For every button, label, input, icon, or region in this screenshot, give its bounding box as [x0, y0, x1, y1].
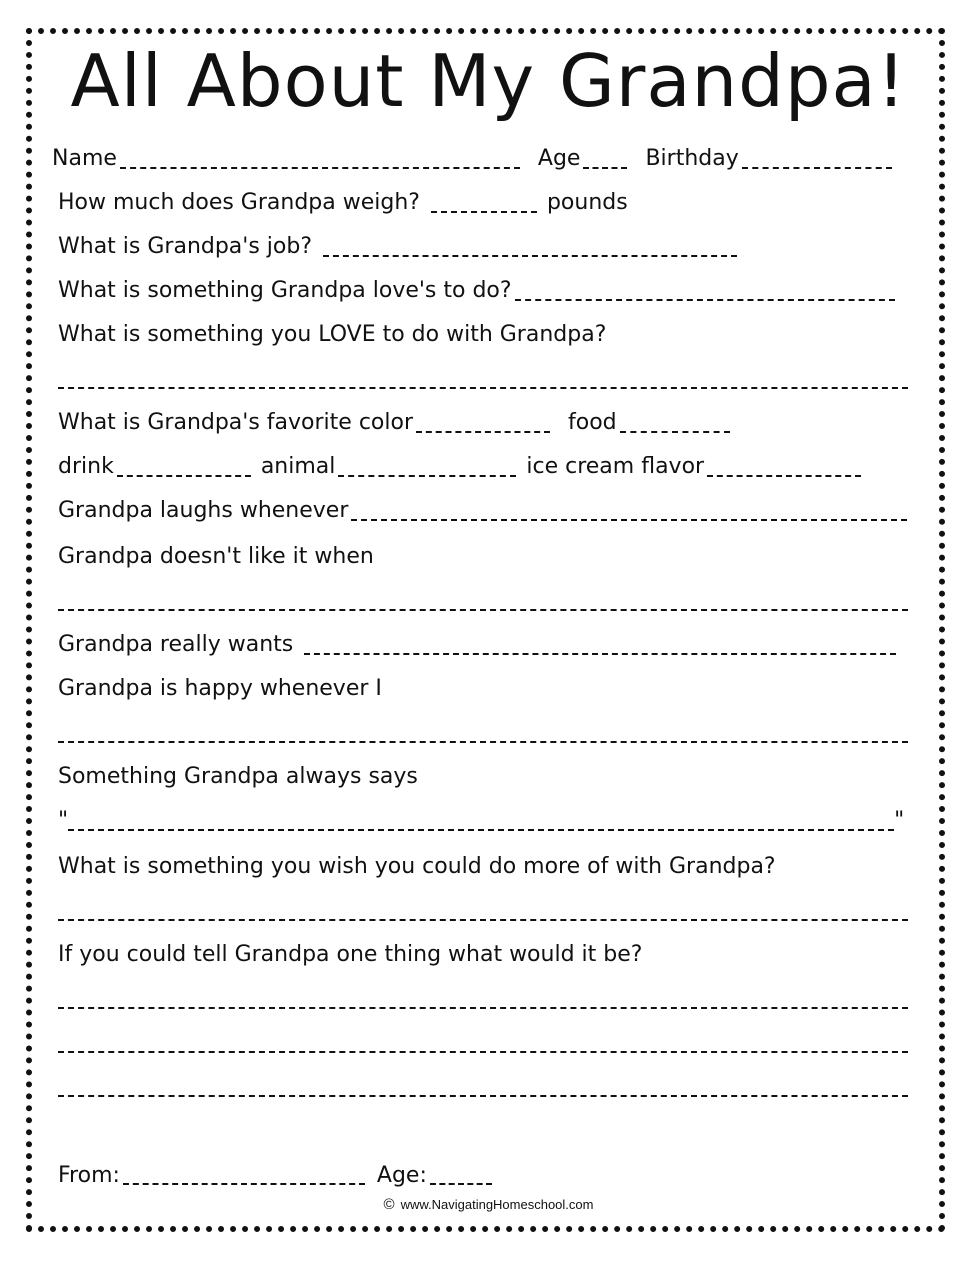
happy-answer-row	[58, 712, 908, 746]
says-row	[58, 756, 421, 790]
from-blank[interactable]	[123, 1183, 365, 1185]
weigh-blank[interactable]	[431, 211, 537, 213]
from-label: From:	[58, 1163, 120, 1188]
says-answer-row	[58, 800, 904, 834]
dislike-answer-row	[58, 580, 908, 614]
wish-row	[58, 846, 779, 880]
ice-cream-label: ice cream flavor	[526, 454, 705, 479]
dislike-blank[interactable]	[58, 609, 908, 611]
love-with-row	[58, 314, 609, 348]
food-label: food	[568, 410, 617, 435]
happy-row	[58, 668, 385, 702]
animal-label: animal	[260, 454, 336, 479]
dislike-question: Grandpa doesn't like it when	[58, 544, 374, 569]
age-label: Age	[537, 146, 581, 171]
name-blank[interactable]	[120, 167, 520, 169]
tell-blank-2[interactable]	[58, 1051, 908, 1053]
love-with-question: What is something you LOVE to do with Grandpa?	[58, 322, 607, 347]
weigh-question: How much does Grandpa weigh?	[58, 190, 420, 215]
love-with-answer-row	[58, 358, 908, 392]
wish-question: What is something you wish you could do more of with Grandpa?	[58, 854, 776, 879]
loves-row	[58, 270, 895, 304]
wants-blank[interactable]	[304, 653, 896, 655]
copyright-line	[0, 1196, 977, 1213]
favorite-color-row	[58, 402, 730, 436]
ice-cream-blank[interactable]	[707, 475, 861, 477]
weigh-unit: pounds	[546, 190, 628, 215]
job-row	[58, 226, 737, 260]
love-with-blank[interactable]	[58, 387, 908, 389]
wish-answer-row	[58, 890, 908, 924]
tell-row	[58, 934, 645, 968]
copyright-icon: ©	[383, 1196, 395, 1213]
wish-blank[interactable]	[58, 919, 908, 921]
page-title: All About My Grandpa!	[70, 39, 907, 123]
birthday-label: Birthday	[645, 146, 739, 171]
job-question: What is Grandpa's job?	[58, 234, 313, 259]
wants-row	[58, 624, 896, 658]
age-blank[interactable]	[583, 167, 627, 169]
name-label: Name	[52, 146, 117, 171]
favorite-color-question: What is Grandpa's favorite color	[58, 410, 413, 435]
says-blank[interactable]	[68, 829, 894, 831]
animal-blank[interactable]	[338, 475, 516, 477]
drink-animal-icecream-row	[58, 446, 861, 480]
job-blank[interactable]	[323, 255, 737, 257]
footer-age-label: Age:	[376, 1163, 427, 1188]
name-age-birthday-row	[52, 138, 892, 172]
tell-blank-1[interactable]	[58, 1007, 908, 1009]
footer-age-blank[interactable]	[430, 1183, 492, 1185]
tell-question: If you could tell Grandpa one thing what would it be?	[58, 942, 643, 967]
laughs-blank[interactable]	[351, 519, 907, 521]
open-quote: "	[58, 808, 69, 833]
from-age-row	[58, 1154, 492, 1188]
says-question: Something Grandpa always says	[58, 764, 418, 789]
favorite-color-blank[interactable]	[416, 431, 550, 433]
laughs-question: Grandpa laughs whenever	[58, 498, 349, 523]
happy-blank[interactable]	[58, 741, 908, 743]
birthday-blank[interactable]	[742, 167, 892, 169]
tell-answer-row-3	[58, 1066, 908, 1100]
loves-question: What is something Grandpa love's to do?	[58, 278, 512, 303]
wants-question: Grandpa really wants	[58, 632, 294, 657]
food-blank[interactable]	[620, 431, 730, 433]
laughs-row	[58, 490, 907, 524]
website-text: www.NavigatingHomeschool.com	[400, 1197, 594, 1212]
drink-blank[interactable]	[117, 475, 251, 477]
loves-blank[interactable]	[515, 299, 895, 301]
tell-answer-row-2	[58, 1022, 908, 1056]
weigh-row	[58, 182, 631, 216]
close-quote: "	[894, 808, 905, 833]
tell-answer-row-1	[58, 978, 908, 1012]
dislike-row	[58, 536, 377, 570]
tell-blank-3[interactable]	[58, 1095, 908, 1097]
drink-label: drink	[58, 454, 114, 479]
happy-question: Grandpa is happy whenever I	[58, 676, 382, 701]
